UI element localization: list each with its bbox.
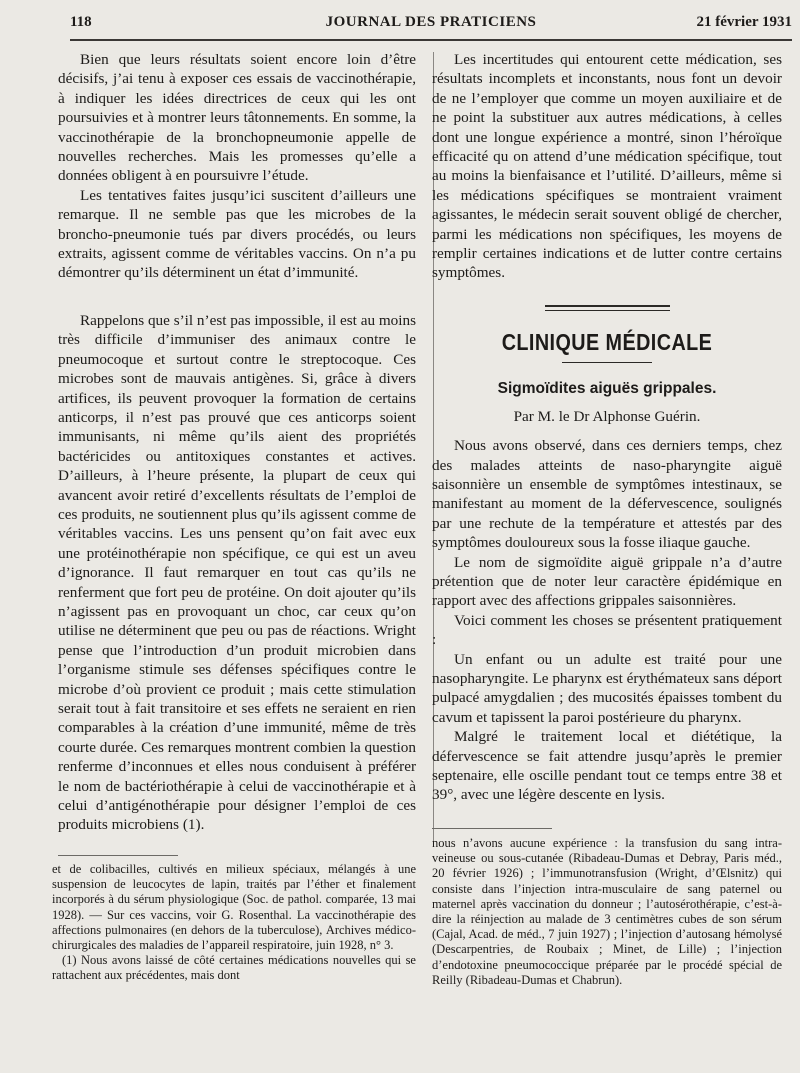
ornament-thin-rule <box>545 310 670 311</box>
footnote-rule-right <box>432 828 552 829</box>
right-intro-paragraph: Les incertitudes qui entourent cette médication, ses résultats incomplets et inconstants, nous font un devoir de ne l’employer que comme un moyen auxiliaire et de ne point la substituer aux autres médications, à celles dont une longue expérience a montré, sinon l’héroïque efficacité qu on attend d’une médication spécifique, tout au moins la bienfaisance et l’utilité. D’ailleurs, même si les médications spécifiques se montraient vraiment agissantes, le médecin serait souvent obligé de chercher, parmi les médications non spécifiques, les moyens de remplir certaines indications et de lutter contre certains symptômes. <box>432 51 782 282</box>
section-ornament <box>545 305 670 311</box>
journal-title: JOURNAL DES PRATICIENS <box>325 14 537 30</box>
left-column <box>58 50 416 835</box>
footnote-1-continuation: nous n’avons aucune expérience : la transfusion du sang intra-veineuse ou sous-cutanée (Ribadeau-Dumas et Debray, Paris méd., 20 février 1926) ; l’immunotransfusion (Wright, d’Œlsnitz) qui consiste dans l’injection intra-musculaire de sang paternel ou maternel après vaccination du donneur ; l’autosérothérapie, c’est-à-dire la réinjection au malade de 3 centimètres cubes de son sérum (Cajal, Acad. de méd., 7 juin 1927) ; l’injection d’autosang hémolysé (Descarpentries, de Roubaix ; Minet, de Lille) ; l’injection d’endotoxine pneumococcique préparée par le procédé spécial de Reilly (Ribadeau-Dumas et Chabrun). <box>432 836 782 987</box>
footnote-continuation: et de colibacilles, cultivés en milieux spéciaux, mélangés à une suspension de leucocytes de lapin, traités par l’éther et finalement incorporés à du sérum physiologique (Soc. de pathol. comparée, 13 mai 1928). — Sur ces vaccins, voir G. Rosenthal. La vaccinothérapie des affections pulmonaires (en dehors de la tuberculose), Archives médico-chirurgicales des maladies de l’appareil respiratoire, juin 1928, n° 3. <box>52 862 416 953</box>
article-title: Sigmoïdites aiguës grippales. <box>497 380 717 398</box>
article-paragraph-3: Voici comment les choses se présentent pratiquement : <box>432 611 782 649</box>
footnotes-right <box>432 836 782 988</box>
section-title: CLINIQUE MÉDICALE <box>501 328 713 355</box>
article-paragraph-1: Nous avons observé, dans ces derniers temps, chez des malades atteints de naso-pharyngite aiguë saisonnière un ensemble de symptômes intestinaux, se manifestant au moment de la défervescence, soulignés par une rechute de la température et attestés par des symptômes douloureux sous la fosse iliaque gauche. <box>432 437 782 552</box>
left-paragraph-2: Les tentatives faites jusqu’ici suscitent d’ailleurs une remarque. Il ne semble pas que les microbes de la broncho-pneumonie tués par divers procédés, ou leurs extraits, agissent comme de véritables vaccins. On n’a pu démontrer qu’ils déterminent un état d’immunité. <box>58 186 416 282</box>
ornament-thick-rule <box>545 305 670 307</box>
header-rule <box>70 39 792 41</box>
footnote-rule-left <box>58 855 178 856</box>
section-title-rule <box>562 362 652 363</box>
page-number: 118 <box>70 14 92 30</box>
paragraph-gap <box>58 283 416 311</box>
article-paragraph-2: Le nom de sigmoïdite aiguë grippale n’a d’autre prétention que de noter leur caractère épidémique en rapport avec des affections grippales saisonnières. <box>432 553 782 610</box>
article-paragraph-4: Un enfant ou un adulte est traité pour une nasopharyngite. Le pharynx est érythémateux sans déport pulpacé amygdalien ; des mucosités épaisses tombent du cavum et tapissent la paroi postérieure du pharynx. <box>432 650 782 726</box>
footnotes-left <box>52 862 416 984</box>
article-paragraph-5: Malgré le traitement local et diététique, la défervescence se fait attendre jusqu’après le premier septenaire, elle oscille pendant tout ce temps entre 38 et 39°, avec une légère descente en lysis. <box>432 728 782 804</box>
page-header <box>70 14 792 36</box>
issue-date: 21 février 1931 <box>696 14 792 30</box>
left-paragraph-1: Bien que leurs résultats soient encore loin d’être décisifs, j’ai tenu à exposer ces essais de vaccinothérapie, à indiquer les idées directrices de ceux qui les ont poursuivies et à montrer leurs tâtonnements. En somme, la vaccinothérapie de la bronchopneumonie appelle de nouvelles recherches. Mais les promesses qu’elle a données obligent à en poursuivre l’étude. <box>58 51 416 185</box>
right-column <box>432 50 782 805</box>
left-paragraph-3: Rappelons que s’il n’est pas impossible, il est au moins très difficile d’immuniser des animaux contre le pneumocoque et surtout contre le streptocoque. Ces microbes sont de mauvais antigènes. Si, grâce à divers artifices, ils peuvent provoquer la formation de certains anticorps, il n’est pas prouvé que ces anticorps soient immunisants, ni même qu’ils aient des propriétés bactéricides ou antitoxiques constantes et actives. D’ailleurs, à l’heure présente, la plupart de ceux qui avancent avoir retiré d’excellents résultats de l’emploi de ces produits, ne soutiennent plus qu’ils agissent comme de véritables vaccins. Les uns pensent qu’on fait avec eux une protéinothérapie non spécifique, ce qui est un aveu d’ignorance. Il faut remarquer en tout cas qu’ils ne renferment que fort peu de protéine. On doit ajouter qu’ils n’agissent pas en provoquant un choc, car ceux qu’on utilise ne déterminent que peu ou pas de réactions. Wright pense que l’introduction d’un produit microbien dans l’organisme stimule ses défenses spécifiques contre le microbe d’où provient ce produit ; mais cette stimulation serait tout à fait transitoire et ses effets ne seraient en rien comparables à la création d’une immunité, même de très courte durée. Ces remarques montrent combien la question renferme d’inconnues et elles nous conduisent à préférer le nom de bactériothérapie à celui de vaccinothérapie et à celui d’antigénothérapie pour désigner l’emploi de ces produits microbiens (1). <box>58 311 416 834</box>
article-byline: Par M. le Dr Alphonse Guérin. <box>513 407 701 425</box>
footnote-1: (1) Nous avons laissé de côté certaines médications nouvelles qui se rattachent aux précédentes, mais dont <box>52 953 416 983</box>
